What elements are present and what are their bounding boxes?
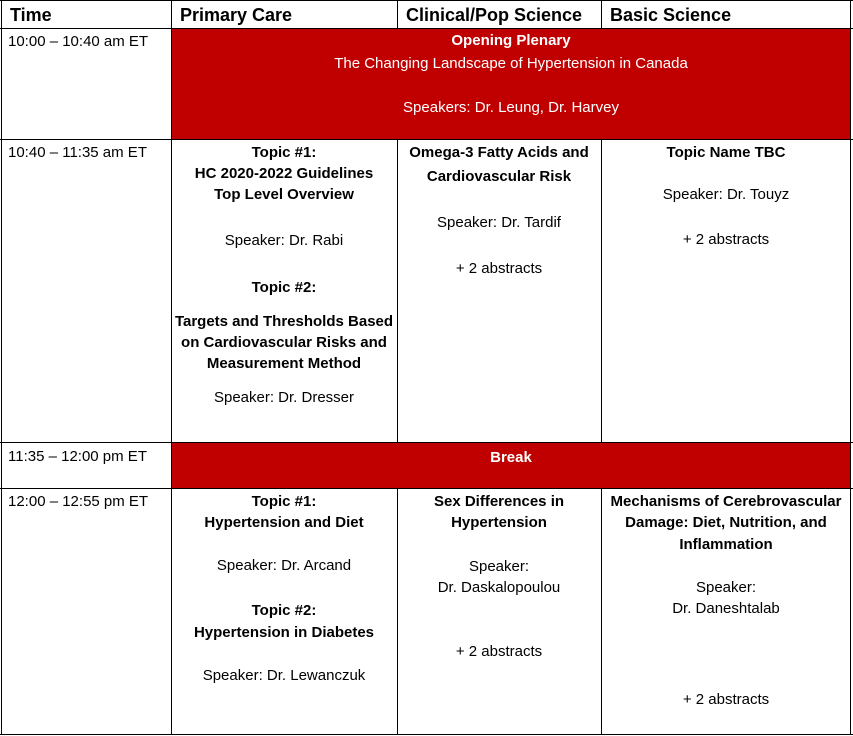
time-slot-2: 10:40 – 11:35 am ET — [8, 144, 147, 161]
abstracts: + 2 abstracts — [682, 691, 770, 708]
time-slot-3: 11:35 – 12:00 pm ET — [8, 448, 147, 465]
header-clinical-pop-science: Clinical/Pop Science — [406, 5, 583, 25]
speaker: Speaker: Dr. Tardif — [437, 214, 561, 231]
topic-label: Topic #1: — [251, 493, 317, 510]
topic-title: HC 2020-2022 Guidelines — [194, 165, 374, 182]
grid-line — [850, 0, 851, 735]
speaker: Speaker: Dr. Rabi — [224, 232, 344, 249]
row4-basic-cell — [602, 489, 850, 733]
topic-title: Cardiovascular Risk — [426, 168, 572, 185]
topic-title: on Cardiovascular Risks and — [181, 334, 387, 351]
grid-line — [0, 734, 853, 735]
speaker-label: Speaker: — [695, 579, 757, 596]
speaker: Speaker: Dr. Arcand — [216, 557, 352, 574]
plenary-subtitle: The Changing Landscape of Hypertension in Canada — [334, 55, 688, 72]
topic-title: Omega-3 Fatty Acids and — [409, 144, 589, 161]
time-slot-4: 12:00 – 12:55 pm ET — [8, 493, 149, 510]
speaker: Speaker: Dr. Dresser — [213, 389, 355, 406]
topic-title: Sex Differences in — [433, 493, 565, 510]
grid-line — [601, 139, 602, 443]
grid-line — [0, 0, 853, 1]
speaker: Speaker: Dr. Touyz — [662, 186, 790, 203]
topic-title: Topic Name TBC — [666, 144, 786, 161]
topic-title: Measurement Method — [206, 355, 362, 372]
plenary-title: Opening Plenary — [451, 32, 571, 49]
abstracts: + 2 abstracts — [682, 231, 770, 248]
row4-clinical-cell — [398, 489, 600, 733]
speaker-name: Dr. Daskalopoulou — [437, 579, 561, 596]
grid-line — [0, 139, 853, 140]
grid-line — [171, 0, 172, 735]
topic-title: Targets and Thresholds Based — [174, 313, 394, 330]
row2-basic-cell — [602, 140, 850, 442]
topic-title: Damage: Diet, Nutrition, and — [625, 514, 827, 531]
topic-label: Topic #2: — [251, 279, 317, 296]
header-primary-care: Primary Care — [180, 5, 293, 25]
topic-title: Inflammation — [679, 536, 773, 553]
header-basic-science: Basic Science — [610, 5, 732, 25]
header-time: Time — [10, 5, 52, 25]
abstracts: + 2 abstracts — [455, 260, 543, 277]
speaker-name: Dr. Daneshtalab — [672, 600, 780, 617]
grid-line — [601, 0, 602, 29]
speaker: Speaker: Dr. Lewanczuk — [202, 667, 366, 684]
grid-line — [601, 488, 602, 735]
row4-primary-cell — [172, 489, 396, 733]
grid-line — [0, 442, 853, 443]
plenary-speakers: Speakers: Dr. Leung, Dr. Harvey — [403, 99, 619, 116]
row2-clinical-cell — [398, 140, 600, 442]
grid-line — [0, 28, 853, 29]
speaker-label: Speaker: — [468, 558, 530, 575]
grid-line — [397, 488, 398, 735]
time-slot-1: 10:00 – 10:40 am ET — [8, 33, 149, 50]
topic-title: Hypertension in Diabetes — [193, 624, 375, 641]
opening-plenary-cell — [172, 29, 850, 139]
grid-line — [397, 139, 398, 443]
topic-title: Top Level Overview — [214, 186, 354, 203]
break-cell — [172, 443, 850, 488]
row2-primary-cell — [172, 140, 396, 442]
topic-title: Mechanisms of Cerebrovascular — [610, 493, 842, 510]
topic-label: Topic #2: — [251, 602, 317, 619]
topic-label: Topic #1: — [251, 144, 317, 161]
grid-line — [0, 488, 853, 489]
abstracts: + 2 abstracts — [455, 643, 543, 660]
topic-title: Hypertension and Diet — [204, 514, 364, 531]
grid-line — [397, 0, 398, 29]
break-label: Break — [490, 449, 532, 466]
topic-title: Hypertension — [451, 514, 547, 531]
grid-line — [1, 0, 2, 735]
